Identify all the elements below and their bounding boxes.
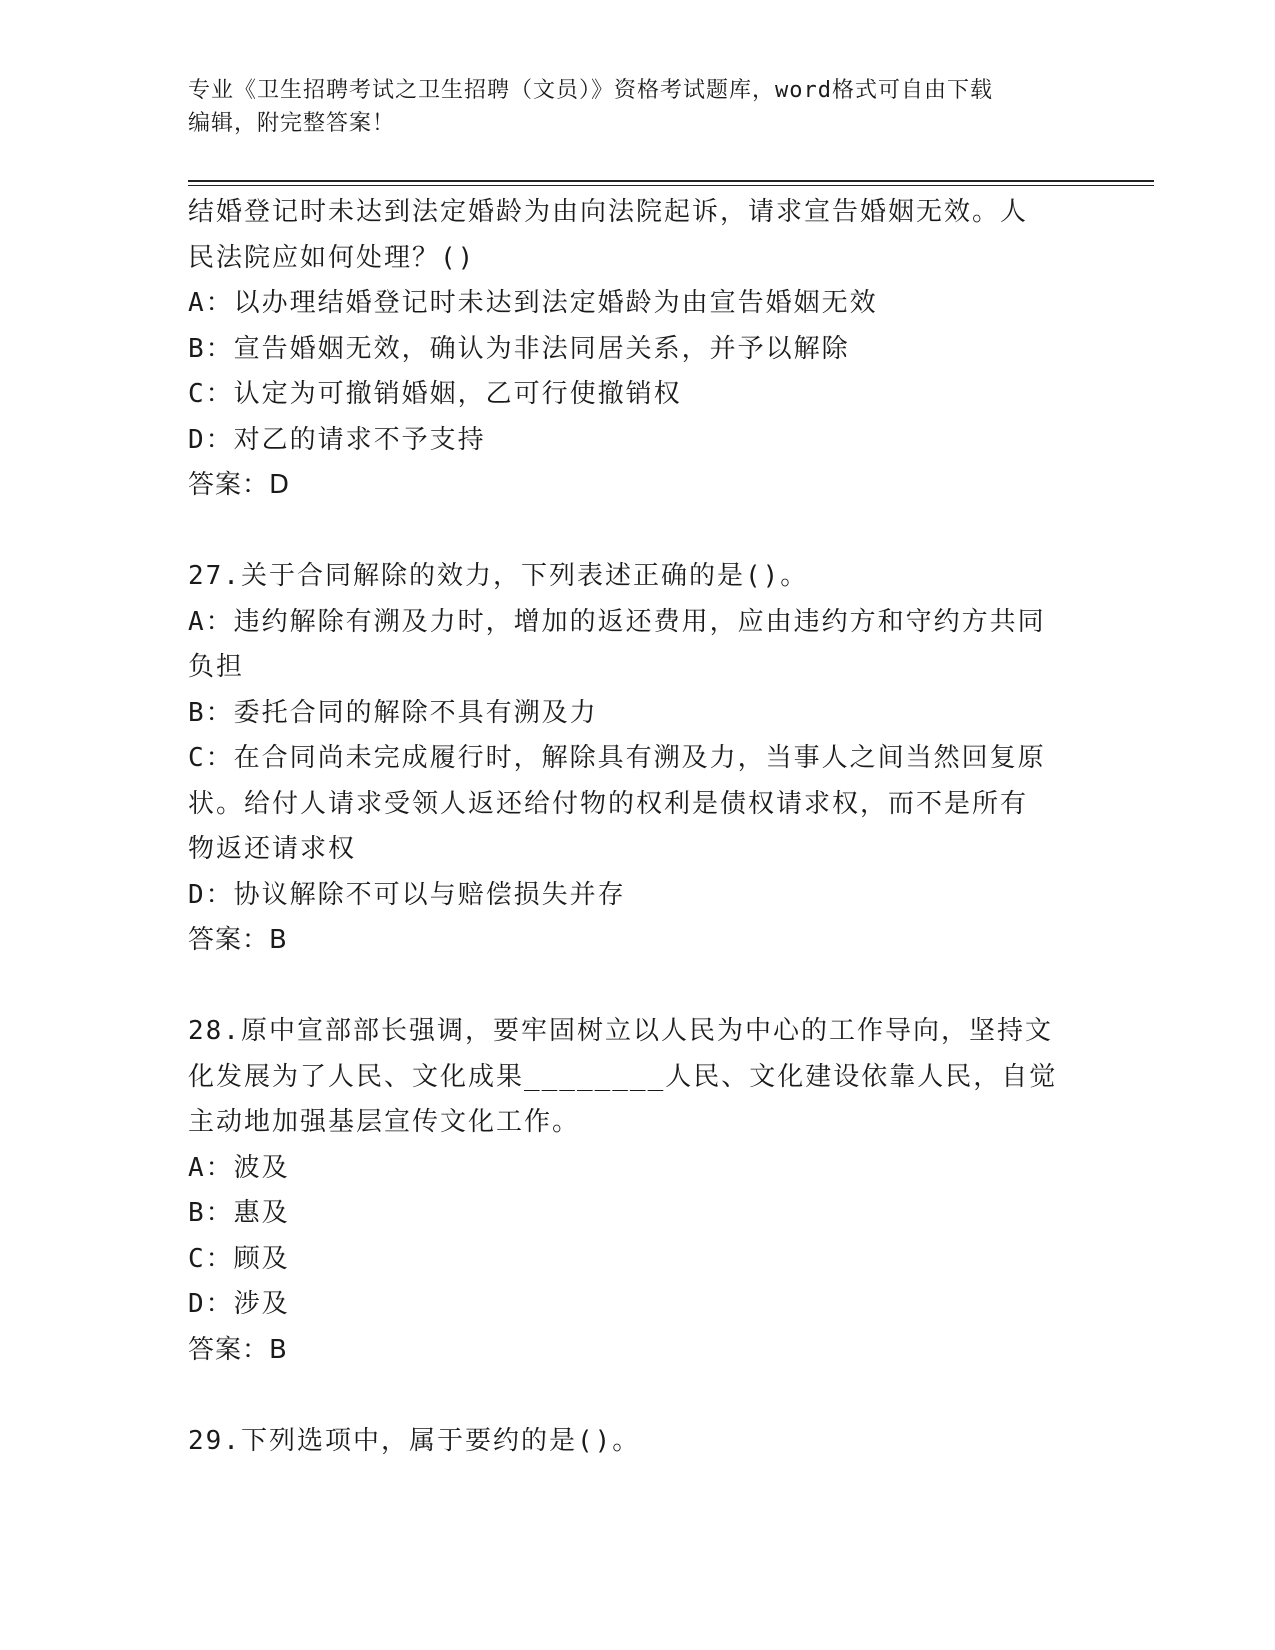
question-26-option-c: C：认定为可撤销婚姻，乙可行使撤销权 (188, 379, 682, 409)
spacer (188, 964, 1093, 1010)
question-27-option-a-line-1: A：违约解除有溯及力时，增加的返还费用，应由违约方和守约方共同 (188, 606, 1046, 637)
question-26-option-d: D：对乙的请求不予支持 (188, 424, 486, 455)
question-27-option-b: B：委托合同的解除不具有溯及力 (188, 697, 598, 728)
question-28-stem-line-3: 主动地加强基层宣传文化工作。 (188, 1107, 581, 1137)
question-28-stem-line-1: 28.原中宣部部长强调，要牢固树立以人民为中心的工作导向，坚持文 (188, 1016, 1053, 1046)
question-26-stem-line-2: 民法院应如何处理？() (188, 242, 476, 273)
header-line-2: 编辑，附完整答案！ (188, 111, 396, 136)
question-27-answer: 答案：B (188, 925, 288, 955)
question-29 (188, 1419, 1093, 1465)
question-27 (188, 554, 1093, 964)
header-divider-thin (188, 185, 1154, 186)
question-27-option-c-line-1: C：在合同尚未完成履行时，解除具有溯及力，当事人之间当然回复原 (188, 743, 1046, 773)
document-header (188, 74, 1068, 140)
question-26-option-b: B：宣告婚姻无效，确认为非法同居关系，并予以解除 (188, 333, 850, 364)
question-26-answer: 答案：D (188, 470, 291, 500)
question-28-option-a: A：波及 (188, 1152, 290, 1183)
question-27-option-a-line-2: 负担 (188, 652, 245, 682)
question-29-stem: 29.下列选项中，属于要约的是()。 (188, 1425, 641, 1456)
question-27-option-c-line-3: 物返还请求权 (188, 834, 357, 864)
question-list (188, 190, 1093, 1464)
question-28-option-b: B：惠及 (188, 1198, 290, 1228)
question-28-answer: 答案：B (188, 1334, 288, 1365)
spacer (188, 509, 1093, 555)
question-28-option-d: D：涉及 (188, 1289, 290, 1319)
header-line-1: 专业《卫生招聘考试之卫生招聘（文员）》资格考试题库，word格式可自由下载 (188, 78, 993, 103)
header-divider-thick (188, 180, 1154, 182)
question-28 (188, 1009, 1093, 1373)
question-27-stem: 27.关于合同解除的效力，下列表述正确的是()。 (188, 561, 809, 591)
question-26-option-a: A：以办理结婚登记时未达到法定婚龄为由宣告婚姻无效 (188, 288, 878, 318)
question-27-option-d: D：协议解除不可以与赔偿损失并存 (188, 879, 626, 910)
spacer (188, 1373, 1093, 1419)
question-28-option-c: C：顾及 (188, 1243, 290, 1274)
question-28-stem-line-2: 化发展为了人民、文化成果________人民、文化建设依靠人民，自觉 (188, 1061, 1058, 1092)
question-26-stem-line-1: 结婚登记时未达到法定婚龄为由向法院起诉，请求宣告婚姻无效。人 (188, 197, 1029, 227)
question-27-option-c-line-2: 状。给付人请求受领人返还给付物的权利是债权请求权，而不是所有 (188, 788, 1029, 819)
question-26 (188, 190, 1093, 509)
